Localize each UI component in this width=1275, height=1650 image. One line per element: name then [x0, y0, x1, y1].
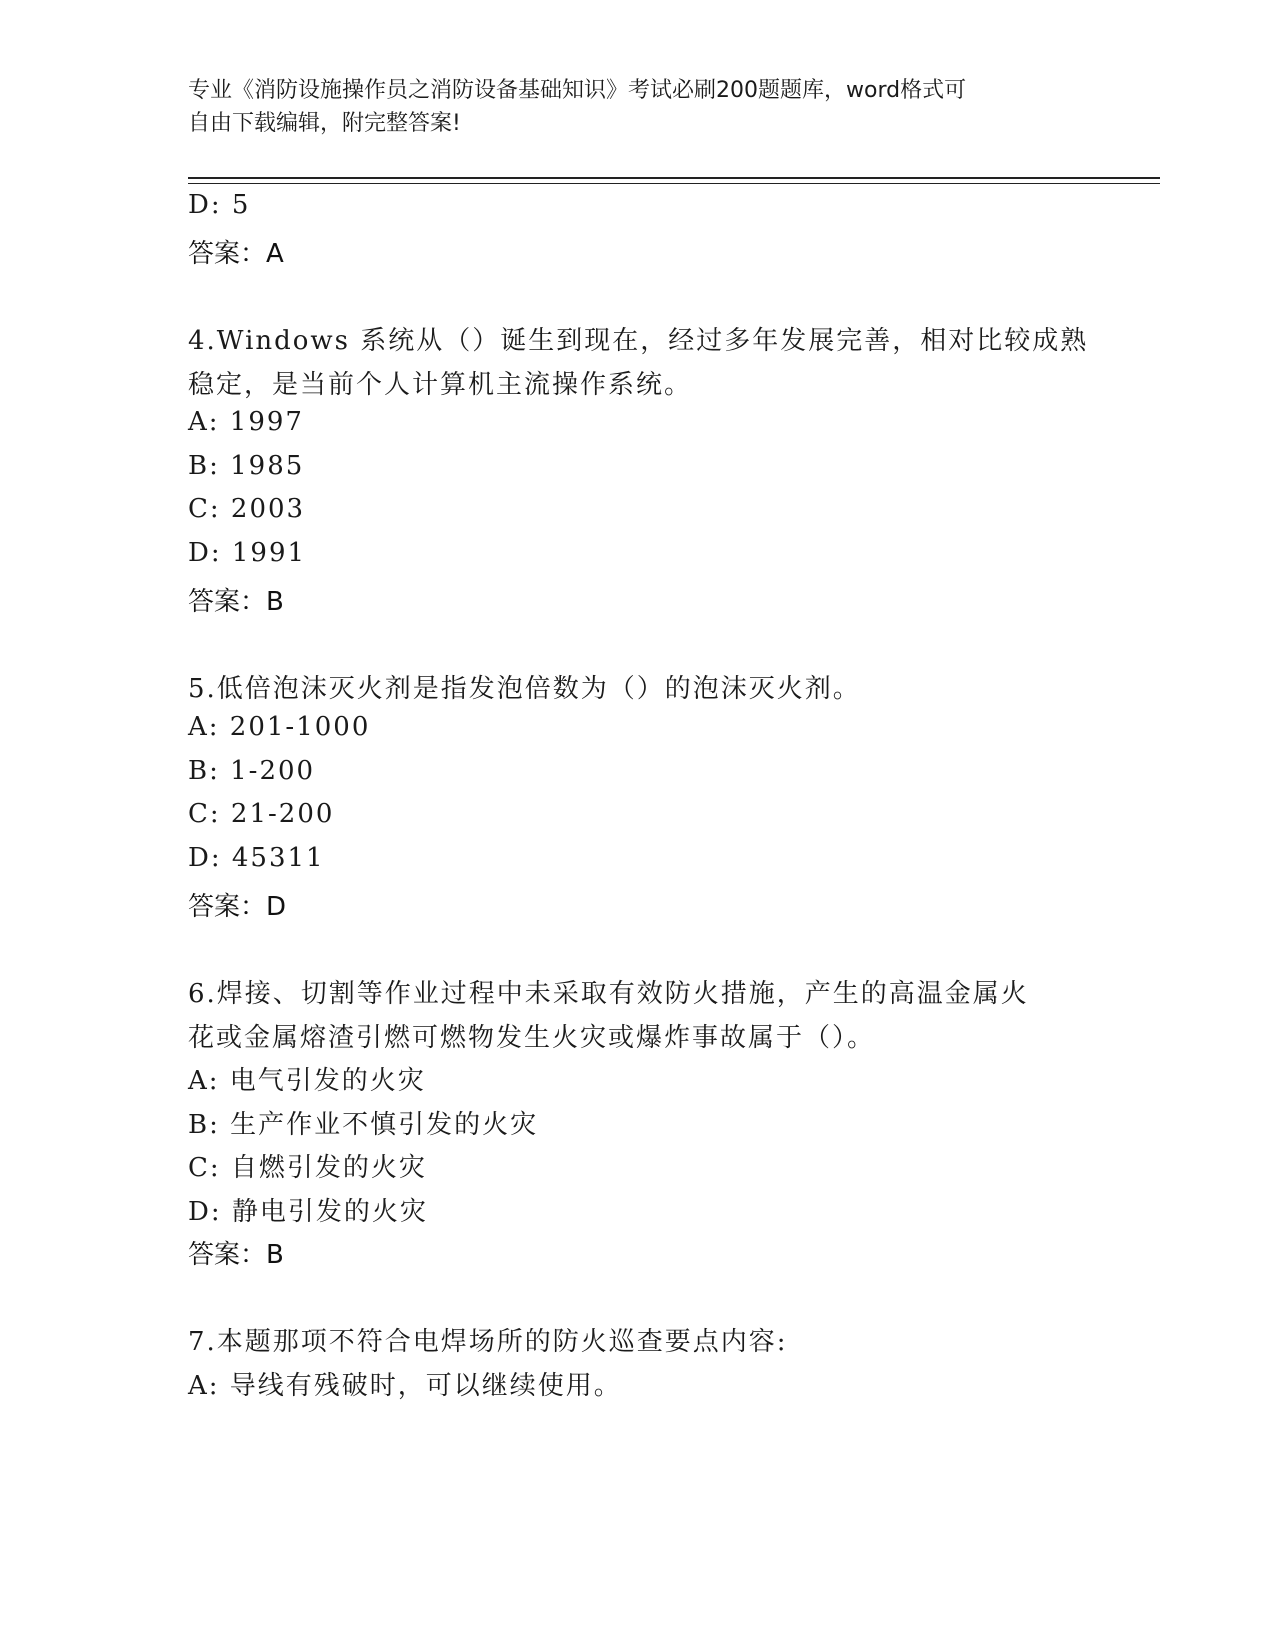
q4-stem-line-2: 稳定，是当前个人计算机主流操作系统。: [188, 370, 693, 400]
q7-stem-line-1: 7.本题那项不符合电焊场所的防火巡查要点内容:: [188, 1327, 788, 1357]
q6-option-c: C: 自燃引发的火灾: [188, 1153, 427, 1183]
q7-option-a: A: 导线有残破时，可以继续使用。: [188, 1371, 622, 1401]
q5-option-b: B: 1-200: [188, 756, 316, 786]
q4-option-d: D: 1991: [188, 538, 307, 568]
q4-stem-line-1: 4.Windows 系统从（）诞生到现在，经过多年发展完善，相对比较成熟: [188, 326, 1089, 356]
q6-answer: 答案：B: [188, 1240, 284, 1270]
q6-stem-line-2: 花或金属熔渣引燃可燃物发生火灾或爆炸事故属于（）。: [188, 1023, 876, 1053]
prev-answer: 答案：A: [188, 239, 284, 269]
header-divider-thin: [188, 183, 1160, 184]
q6-option-a: A: 电气引发的火灾: [188, 1066, 426, 1096]
q6-stem-line-1: 6.焊接、切割等作业过程中未采取有效防火措施，产生的高温金属火: [188, 979, 1029, 1009]
q5-answer: 答案：D: [188, 892, 287, 922]
document-header: [188, 74, 1088, 140]
q5-option-c: C: 21-200: [188, 799, 335, 829]
q6-option-d: D: 静电引发的火灾: [188, 1197, 428, 1227]
header-divider-thick: [188, 177, 1160, 179]
header-title-line-2: 自由下载编辑，附完整答案!: [188, 111, 461, 136]
q4-option-b: B: 1985: [188, 451, 305, 481]
q4-option-a: A: 1997: [188, 407, 304, 437]
q5-stem-line-1: 5.低倍泡沫灭火剂是指发泡倍数为（）的泡沫灭火剂。: [188, 674, 861, 704]
q6-option-b: B: 生产作业不慎引发的火灾: [188, 1110, 539, 1140]
q5-option-d: D: 45311: [188, 843, 325, 873]
q5-option-a: A: 201-1000: [188, 712, 371, 742]
header-title-line-1: 专业《消防设施操作员之消防设备基础知识》考试必刷200题题库，word格式可: [188, 78, 967, 103]
prev-option-d: D: 5: [188, 190, 251, 220]
q4-option-c: C: 2003: [188, 494, 306, 524]
q4-answer: 答案：B: [188, 587, 284, 617]
